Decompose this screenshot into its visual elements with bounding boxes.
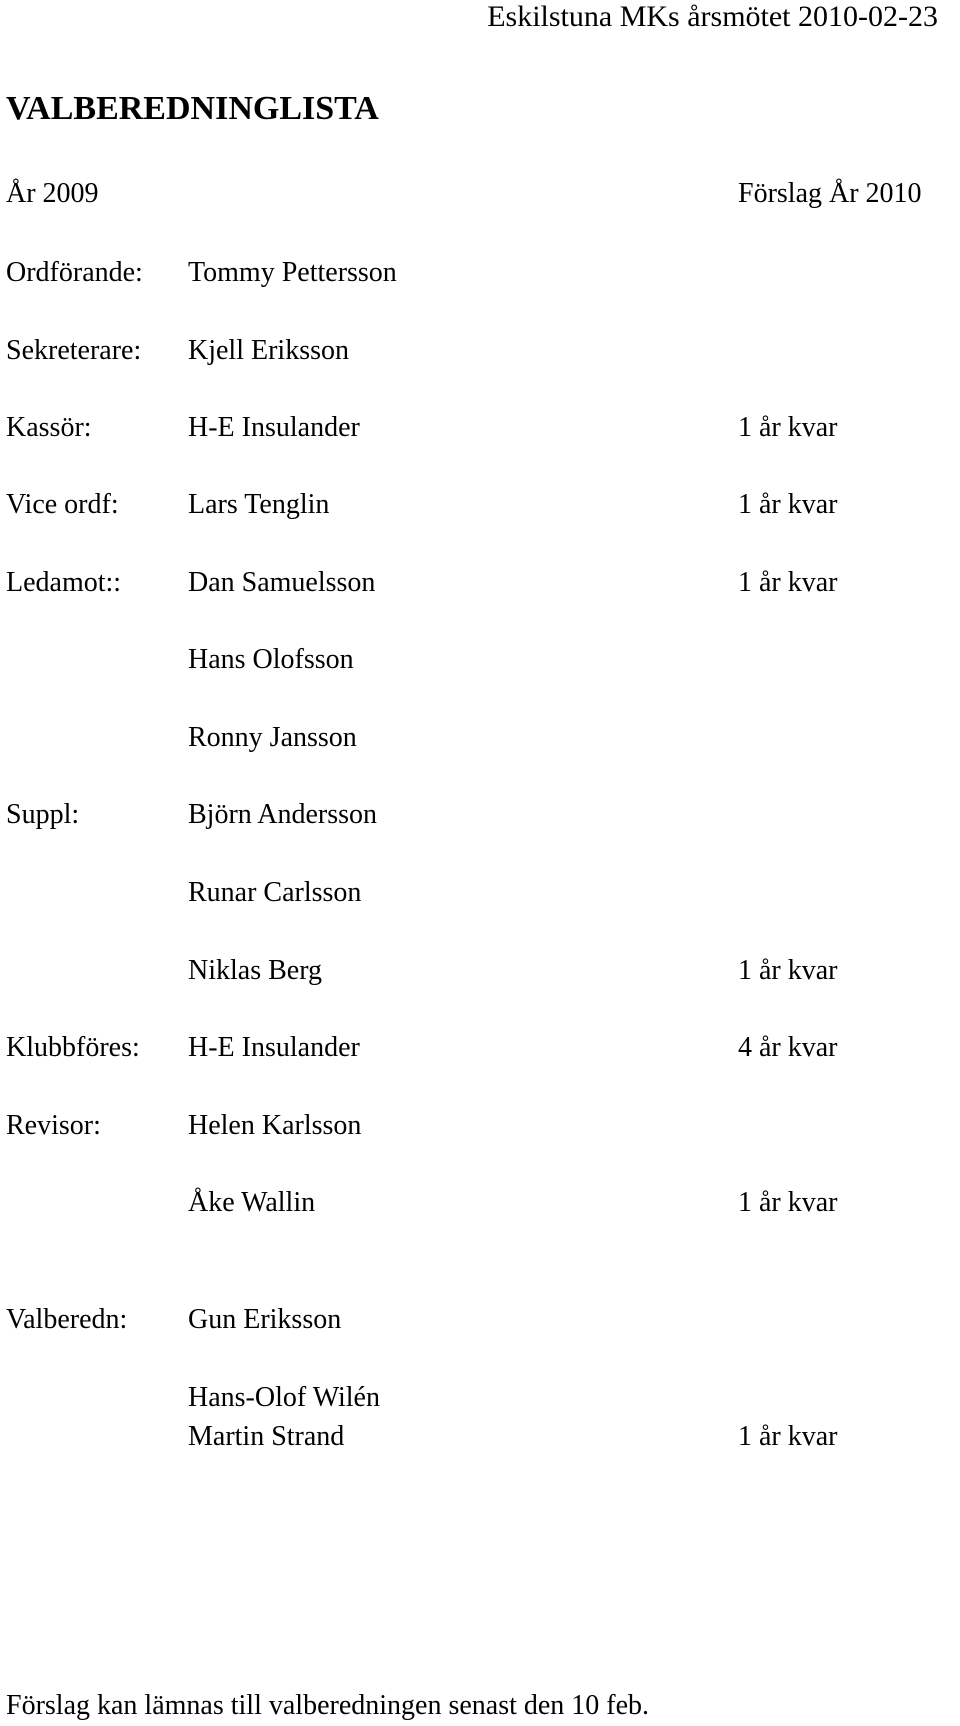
member-name: H-E Insulander: [188, 1032, 360, 1063]
footer-note: Förslag kan lämnas till valberedningen senast den 10 feb.: [6, 1690, 650, 1721]
role-label: Suppl:: [6, 799, 80, 830]
member-name: Ronny Jansson: [188, 722, 357, 753]
member-name: Runar Carlsson: [188, 877, 362, 908]
roster-row-member: [0, 722, 960, 762]
document-header: Eskilstuna MKs årsmötet 2010-02-23: [487, 0, 938, 33]
roster-row-deputy: [0, 799, 960, 839]
member-name: Björn Andersson: [188, 799, 377, 830]
role-label: Ordförande:: [6, 257, 143, 288]
member-name: Martin Strand: [188, 1421, 345, 1452]
member-name: Hans-Olof Wilén: [188, 1382, 380, 1413]
member-name: Helen Karlsson: [188, 1110, 362, 1141]
roster-row-auditor: [0, 1187, 960, 1227]
roster-row-nomination-committee: [0, 1421, 960, 1461]
term-remaining: 1 år kvar: [738, 489, 838, 520]
roster-row-treasurer: [0, 412, 960, 452]
roster-row-member: [0, 644, 960, 684]
member-name: Niklas Berg: [188, 955, 323, 986]
role-label: Ledamot::: [6, 567, 122, 598]
role-label: Sekreterare:: [6, 335, 142, 366]
roster-row-secretary: [0, 335, 960, 375]
roster-row-deputy: [0, 877, 960, 917]
term-remaining: 1 år kvar: [738, 1421, 838, 1452]
role-label: Revisor:: [6, 1110, 101, 1141]
role-label: Klubbföres:: [6, 1032, 140, 1063]
term-remaining: 4 år kvar: [738, 1032, 838, 1063]
role-label: Vice ordf:: [6, 489, 119, 520]
roster-row-auditor: [0, 1110, 960, 1150]
member-name: H-E Insulander: [188, 412, 360, 443]
roster-row-nomination-committee: [0, 1382, 960, 1422]
roster-row-club-leader: [0, 1032, 960, 1072]
member-name: Tommy Pettersson: [188, 257, 397, 288]
term-remaining: 1 år kvar: [738, 1187, 838, 1218]
member-name: Dan Samuelsson: [188, 567, 376, 598]
member-name: Gun Eriksson: [188, 1304, 342, 1335]
member-name: Kjell Eriksson: [188, 335, 349, 366]
member-name: Hans Olofsson: [188, 644, 354, 675]
role-label: Kassör:: [6, 412, 92, 443]
term-remaining: 1 år kvar: [738, 567, 838, 598]
member-name: Åke Wallin: [188, 1187, 316, 1218]
member-name: Lars Tenglin: [188, 489, 330, 520]
term-remaining: 1 år kvar: [738, 955, 838, 986]
roster-row-deputy: [0, 955, 960, 995]
roster-row-member: [0, 567, 960, 607]
role-label: Valberedn:: [6, 1304, 128, 1335]
column-header-proposal-year: Förslag År 2010: [738, 178, 922, 209]
document-title: VALBEREDNINGLISTA: [6, 90, 379, 127]
column-header-current-year: År 2009: [6, 178, 99, 209]
term-remaining: 1 år kvar: [738, 412, 838, 443]
roster-row-chairman: [0, 257, 960, 297]
roster-row-nomination-committee: [0, 1304, 960, 1344]
roster-row-vice-chairman: [0, 489, 960, 529]
